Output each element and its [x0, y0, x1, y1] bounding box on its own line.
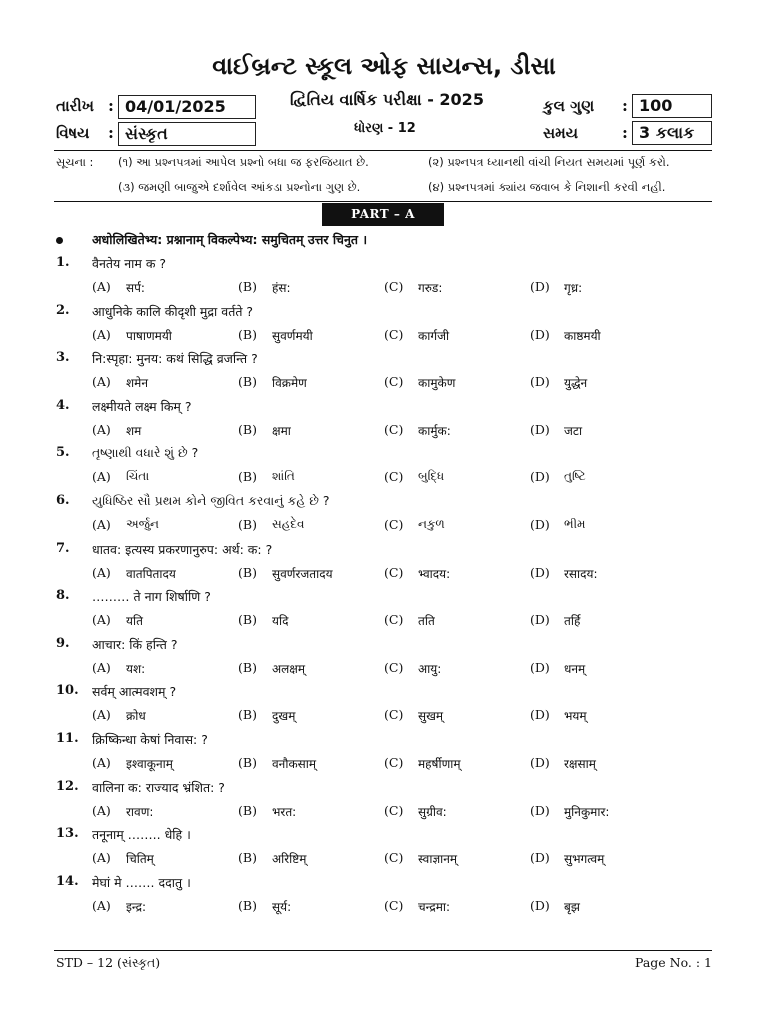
- option-label: (A): [92, 422, 111, 437]
- question-text: धातव: इत्यस्य प्रकरणानुरुप: अर्थ: क: ?: [92, 542, 273, 557]
- option-label: (C): [384, 707, 404, 722]
- bullet-icon: [56, 237, 63, 244]
- option-label: (B): [238, 803, 257, 818]
- option-label: (D): [530, 565, 550, 580]
- option-text: બુદ્ધિ: [418, 469, 445, 483]
- option-label: (C): [384, 517, 404, 532]
- option-label: (D): [530, 898, 550, 913]
- instruction: अधोलिखितेभ्य: प्रश्नानाम् विकल्पेभ्य: समुचितम् उत्तर चिनुत ।: [92, 232, 368, 247]
- option-label: (D): [530, 374, 550, 389]
- option-text: युद्धेन: [564, 376, 588, 390]
- question-text: नि:स्पृहा: मुनय: कथं सिद्धि व्रजन्ति ?: [92, 351, 258, 366]
- option-text: ચિંતા: [126, 469, 150, 483]
- standard: ધોરણ - 12: [354, 121, 416, 136]
- option-text: તુષ્ટિ: [564, 469, 586, 483]
- option-label: (D): [530, 327, 550, 342]
- option-label: (A): [92, 517, 111, 532]
- notice-label: સૂચના :: [56, 155, 94, 169]
- option-text: सुवर्णमयी: [272, 329, 313, 343]
- option-text: महर्षीणाम्: [418, 757, 461, 771]
- question-number: 3.: [56, 350, 70, 365]
- option-label: (D): [530, 707, 550, 722]
- question-number: 2.: [56, 303, 70, 318]
- footer-standard: STD – 12 (સંસ્કૃત): [56, 955, 161, 970]
- option-label: (A): [92, 469, 111, 484]
- footer-divider: [54, 950, 712, 951]
- option-text: रसादय:: [564, 567, 598, 581]
- option-text: पाषाणमयी: [126, 329, 172, 343]
- question-number: 7.: [56, 541, 70, 556]
- option-label: (A): [92, 707, 111, 722]
- option-text: ભીમ: [564, 517, 586, 531]
- option-label: (B): [238, 707, 257, 722]
- option-label: (D): [530, 469, 550, 484]
- option-label: (C): [384, 660, 404, 675]
- option-text: बृझ: [564, 900, 580, 914]
- option-label: (D): [530, 612, 550, 627]
- option-text: जटा: [564, 424, 583, 438]
- option-label: (C): [384, 279, 404, 294]
- option-text: कार्गजी: [418, 329, 450, 343]
- question-number: 13.: [56, 826, 79, 841]
- option-label: (C): [384, 327, 404, 342]
- option-label: (A): [92, 803, 111, 818]
- question-text: तनूनाम् …….. धेहि ।: [92, 827, 191, 842]
- question-number: 5.: [56, 445, 70, 460]
- divider: [54, 150, 712, 151]
- option-text: इश्वाकूनाम्: [126, 757, 173, 771]
- divider: [54, 201, 712, 202]
- question-text: सर्वम् आत्मवशम् ?: [92, 684, 177, 699]
- option-text: दुखम्: [272, 709, 296, 723]
- option-text: અર્જુન: [126, 517, 159, 531]
- option-label: (C): [384, 469, 404, 484]
- option-text: सूर्य:: [272, 900, 292, 914]
- question-text: वैनतेय नाम क ?: [92, 256, 167, 271]
- option-text: गृध्र:: [564, 281, 583, 295]
- question-text: ……… ते नाग शिर्षाणि ?: [92, 589, 211, 604]
- option-text: तर्हि: [564, 614, 581, 628]
- option-label: (C): [384, 803, 404, 818]
- option-label: (D): [530, 660, 550, 675]
- option-text: चन्द्रमा:: [418, 900, 451, 914]
- question-number: 6.: [56, 493, 70, 508]
- notice-item: (૪) પ્રશ્નપત્રમાં ક્યાંય જવાબ કે નિશાની કરવી નહી.: [428, 180, 666, 194]
- option-text: સહદેવ: [272, 517, 305, 531]
- option-label: (B): [238, 755, 257, 770]
- option-text: आयु:: [418, 662, 442, 676]
- option-label: (B): [238, 517, 257, 532]
- exam-title: દ્વિતિય વાર્ષિક પરીક્ષા - 2025: [290, 90, 484, 109]
- colon: :: [108, 123, 114, 142]
- option-label: (C): [384, 612, 404, 627]
- marks-value: 100: [632, 94, 712, 118]
- option-text: शमेन: [126, 376, 148, 390]
- option-text: सर्प:: [126, 281, 145, 295]
- option-label: (C): [384, 422, 404, 437]
- question-text: યુધિષ્ઠિર સૌ પ્રથમ કોને જીવિત કરવાનું કહે છે ?: [92, 493, 330, 508]
- option-label: (A): [92, 279, 111, 294]
- notice-item: (૩) જમણી બાજુએ દર્શાવેલ આંકડા પ્રશ્નોના ગુણ છે.: [118, 180, 361, 194]
- option-text: भ्वादय:: [418, 567, 451, 581]
- option-text: નકુળ: [418, 517, 445, 531]
- option-label: (D): [530, 755, 550, 770]
- colon: :: [622, 123, 628, 142]
- option-text: मुनिकुमार:: [564, 805, 610, 819]
- option-label: (B): [238, 565, 257, 580]
- option-label: (B): [238, 850, 257, 865]
- question-text: आधुनिके कालि कीदृशी मुद्रा वर्तते ?: [92, 304, 254, 319]
- option-text: धनम्: [564, 662, 586, 676]
- option-text: सुवर्णरजतादय: [272, 567, 333, 581]
- option-label: (C): [384, 898, 404, 913]
- colon: :: [108, 96, 114, 115]
- option-label: (C): [384, 755, 404, 770]
- option-label: (B): [238, 279, 257, 294]
- option-text: भरत:: [272, 805, 297, 819]
- notice-item: (૨) પ્રશ્નપત્ર ધ્યાનથી વાંચી નિયત સમયમાં પૂર્ણ કરો.: [428, 155, 670, 169]
- option-label: (C): [384, 850, 404, 865]
- option-text: कार्मुक:: [418, 424, 451, 438]
- question-number: 1.: [56, 255, 70, 270]
- option-label: (B): [238, 612, 257, 627]
- option-text: काष्ठमयी: [564, 329, 601, 343]
- subject-label: વિષય: [56, 124, 90, 142]
- option-label: (D): [530, 422, 550, 437]
- option-text: क्रोध: [126, 709, 146, 723]
- option-text: यश:: [126, 662, 146, 676]
- option-label: (A): [92, 565, 111, 580]
- question-text: તૃષ્ણાથી વધારે શું છે ?: [92, 445, 199, 460]
- option-label: (B): [238, 898, 257, 913]
- option-label: (C): [384, 374, 404, 389]
- option-text: अरिष्टिम्: [272, 852, 307, 866]
- part-a-banner: PART – A: [322, 203, 444, 226]
- option-text: सुखम्: [418, 709, 444, 723]
- question-number: 8.: [56, 588, 70, 603]
- option-label: (D): [530, 803, 550, 818]
- option-text: चितिम्: [126, 852, 154, 866]
- question-text: वालिना क: राज्याद भ्रंशित: ?: [92, 780, 225, 795]
- option-label: (A): [92, 755, 111, 770]
- option-text: तति: [418, 614, 435, 628]
- option-text: भयम्: [564, 709, 587, 723]
- question-number: 14.: [56, 874, 79, 889]
- option-label: (C): [384, 565, 404, 580]
- question-text: मेघां मे ……. ददातु ।: [92, 875, 191, 890]
- option-label: (B): [238, 422, 257, 437]
- option-text: શાંતિ: [272, 469, 295, 483]
- option-text: कामुकेण: [418, 376, 456, 390]
- option-label: (B): [238, 374, 257, 389]
- time-label: સમય: [543, 124, 579, 142]
- marks-label: કુલ ગુણ: [543, 97, 595, 115]
- option-text: वातपितादय: [126, 567, 176, 581]
- option-text: यति: [126, 614, 143, 628]
- question-text: क्रिष्किन्धा केषां निवास: ?: [92, 732, 208, 747]
- option-text: रक्षसाम्: [564, 757, 596, 771]
- option-text: गरुड:: [418, 281, 443, 295]
- question-number: 12.: [56, 779, 79, 794]
- question-number: 4.: [56, 398, 70, 413]
- option-text: विक्रमेण: [272, 376, 307, 390]
- option-label: (A): [92, 898, 111, 913]
- option-label: (A): [92, 850, 111, 865]
- option-text: वनौकसाम्: [272, 757, 317, 771]
- question-number: 9.: [56, 636, 70, 651]
- date-label: તારીખ: [56, 97, 94, 115]
- option-label: (A): [92, 660, 111, 675]
- option-label: (A): [92, 327, 111, 342]
- option-text: शम: [126, 424, 142, 438]
- option-label: (D): [530, 850, 550, 865]
- option-text: अलक्षम्: [272, 662, 306, 676]
- option-text: सुग्रीव:: [418, 805, 447, 819]
- option-text: रावण:: [126, 805, 154, 819]
- page-number: Page No. : 1: [634, 955, 712, 970]
- question-text: लक्ष्मीयते लक्ष्म किम् ?: [92, 399, 192, 414]
- option-text: यदि: [272, 614, 289, 628]
- option-label: (A): [92, 612, 111, 627]
- option-text: सुभगत्वम्: [564, 852, 605, 866]
- option-text: क्षमा: [272, 424, 291, 438]
- question-number: 11.: [56, 731, 79, 746]
- time-value: 3 કલાક: [632, 121, 712, 145]
- option-label: (A): [92, 374, 111, 389]
- option-text: हंस:: [272, 281, 291, 295]
- question-number: 10.: [56, 683, 79, 698]
- option-label: (D): [530, 279, 550, 294]
- notice-item: (૧) આ પ્રશ્નપત્રમાં આપેલ પ્રશ્નો બધા જ ફરજિયાત છે.: [118, 155, 369, 169]
- option-text: इन्द्र:: [126, 900, 147, 914]
- date-value: 04/01/2025: [118, 95, 256, 119]
- option-label: (D): [530, 517, 550, 532]
- school-name: વાઈબ્રન્ટ સ્કૂલ ઓફ સાયન્સ, ડીસા: [212, 52, 556, 80]
- option-label: (B): [238, 660, 257, 675]
- option-text: स्वाज्ञानम्: [418, 852, 458, 866]
- subject-value: સંસ્કૃત: [118, 122, 256, 146]
- option-label: (B): [238, 327, 257, 342]
- option-label: (B): [238, 469, 257, 484]
- question-text: आचार: किं हन्ति ?: [92, 637, 178, 652]
- colon: :: [622, 96, 628, 115]
